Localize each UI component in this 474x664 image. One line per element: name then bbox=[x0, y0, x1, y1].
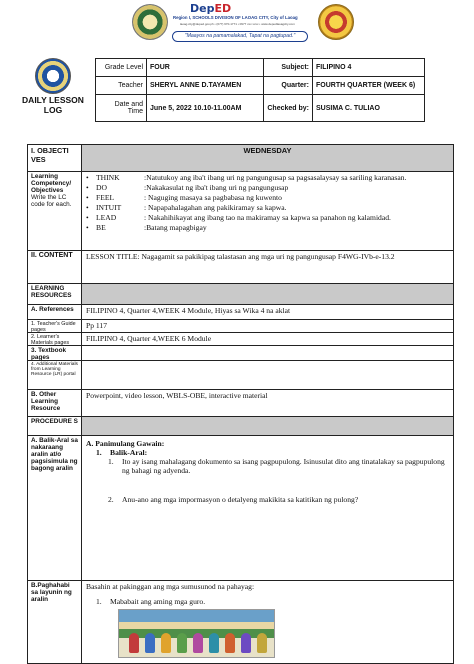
other-resources-row bbox=[28, 389, 453, 416]
layunin-row bbox=[28, 580, 453, 663]
quarter-value: FOURTH QUARTER (WEEK 6) bbox=[313, 77, 425, 95]
question-item bbox=[108, 457, 449, 475]
grade-level-label: Grade Level bbox=[96, 59, 147, 77]
tb-value bbox=[82, 346, 453, 360]
division-seal-icon bbox=[318, 4, 354, 40]
deped-seal-icon bbox=[132, 4, 168, 40]
tg-row bbox=[28, 319, 453, 332]
deped-logo bbox=[190, 2, 231, 15]
objective-item bbox=[86, 223, 449, 233]
other-resources-label: B. Other Learning Resource bbox=[28, 390, 82, 416]
question-item bbox=[108, 495, 449, 504]
content-text: LESSON TITLE: Nagagamit sa pakikipag talastasan ang mga uri ng pangungusap F4WG-IVb-e-13.2 bbox=[86, 252, 395, 261]
bullet-icon: • bbox=[86, 223, 89, 232]
content-label: II. CONTENT bbox=[28, 251, 82, 283]
tb-row bbox=[28, 345, 453, 360]
objective-text: :Nakakasulat ng iba't ibang uri ng pangungusap bbox=[144, 183, 289, 192]
motto-banner: "Maayos na pamamalakad, Tapat na pagtupad." bbox=[172, 31, 308, 42]
objective-text: :Natutukoy ang iba't ibang uri ng pangungusap sa pagsasalaysay sa sariling karanasan. bbox=[144, 173, 407, 182]
class-photo-image bbox=[118, 609, 275, 658]
dll-logo-cell bbox=[11, 52, 95, 132]
balik-aral-label: A. Balik-Aral sa nakaraang aralin at/o pagsisimula ng bagong aralin bbox=[28, 436, 82, 580]
references-label: A. References bbox=[28, 305, 82, 319]
lesson-table bbox=[27, 144, 454, 664]
item-number: 2. bbox=[108, 495, 114, 504]
deped-logo-dep: Dep bbox=[190, 2, 215, 15]
letterhead bbox=[0, 0, 474, 50]
objective-item bbox=[86, 173, 449, 183]
question-text: Ito ay isang mahalagang dokumento sa isang pagpupulong. Isinusulat dito ang tinatalakay sa pagpupulong ng bahagi ng adyenda. bbox=[122, 457, 445, 475]
subject-label: Subject: bbox=[264, 59, 313, 77]
objectives-list bbox=[82, 172, 453, 250]
objective-key: THINK bbox=[96, 173, 120, 182]
lm-label: 2. Learner's Materials pages bbox=[28, 333, 82, 345]
objective-key: LEAD bbox=[96, 213, 117, 222]
day-label: WEDNESDAY bbox=[82, 145, 453, 171]
resources-label: LEARNING RESOURCES bbox=[28, 284, 82, 304]
checked-value: SUSIMA C. TULIAO bbox=[313, 95, 425, 122]
competency-row bbox=[28, 171, 453, 250]
procedures-shade bbox=[82, 417, 453, 435]
basahin-text: Basahin at pakinggan ang mga sumusunod na pahayag: bbox=[86, 582, 255, 591]
tb-label: 3. Textbook pages bbox=[28, 346, 82, 360]
dll-info-table bbox=[95, 58, 425, 122]
dll-header bbox=[11, 52, 463, 132]
lm-value: FILIPINO 4, Quarter 4,WEEK 6 Module bbox=[86, 334, 212, 343]
date-value: June 5, 2022 10.10-11.00AM bbox=[147, 95, 264, 122]
grade-level-value: FOUR bbox=[147, 59, 264, 77]
statement-text: Mababait ang aming mga guro. bbox=[110, 597, 206, 606]
date-label: Date and Time bbox=[96, 95, 147, 122]
resources-shade bbox=[82, 284, 453, 304]
objective-key: INTUIT bbox=[96, 203, 122, 212]
layunin-label: B.Paghahabi sa layunin ng aralin bbox=[28, 581, 82, 663]
other-resources-value: Powerpoint, video lesson, WBLS-OBE, interactive material bbox=[86, 391, 268, 400]
bullet-icon: • bbox=[86, 173, 89, 182]
procedures-label: PROCEDURE S bbox=[28, 417, 82, 435]
resources-row bbox=[28, 283, 453, 304]
objective-item bbox=[86, 193, 449, 203]
bullet-icon: • bbox=[86, 203, 89, 212]
objective-item bbox=[86, 203, 449, 213]
lr-label: 4. Additional Materials from Learning Resource (LR) portal bbox=[28, 361, 82, 389]
question-text: Anu-ano ang mga impormasyon o detalyeng makikita sa katitikan ng pulong? bbox=[122, 495, 359, 504]
objective-item bbox=[86, 183, 449, 193]
balik-heading-text: Balik-Aral: bbox=[110, 448, 148, 457]
balik-aral-content bbox=[82, 436, 453, 580]
objective-text: : Nakahihikayat ang ibang tao na makiramay sa kapwa sa panahon ng kalamidad. bbox=[144, 213, 391, 222]
objectives-label: I. OBJECTI VES bbox=[28, 145, 82, 171]
balik-heading bbox=[96, 448, 449, 457]
item-number: 1. bbox=[108, 457, 114, 466]
objective-text: : Naguging masaya sa pagbabasa ng kuwento bbox=[144, 193, 282, 202]
procedures-row bbox=[28, 416, 453, 435]
competency-note: Write the LC code for each. bbox=[31, 194, 72, 208]
item-number: 1. bbox=[96, 597, 102, 606]
lm-row bbox=[28, 332, 453, 345]
objective-key: BE bbox=[96, 223, 106, 232]
lr-row bbox=[28, 360, 453, 389]
competency-label: Learning Competency/ Objectives bbox=[31, 173, 72, 194]
layunin-content bbox=[82, 581, 453, 663]
references-value: FILIPINO 4, Quarter 4,WEEK 4 Module, Hiyas sa Wika 4 na aklat bbox=[86, 306, 291, 315]
deped-emblem-icon bbox=[35, 58, 71, 94]
bullet-icon: • bbox=[86, 193, 89, 202]
bullet-icon: • bbox=[86, 213, 89, 222]
tg-label: 1. Teacher's Guide pages bbox=[28, 320, 82, 332]
tg-value: Pp 117 bbox=[86, 321, 108, 330]
quarter-label: Quarter: bbox=[264, 77, 313, 95]
contact-line: laoag.city@deped.gov.ph • (077) 670-1771 • 0977 xxx xxxx • www.depedlaoagcity.com bbox=[180, 22, 295, 26]
references-row bbox=[28, 304, 453, 319]
statement-item bbox=[96, 597, 449, 606]
subject-value: FILIPINO 4 bbox=[313, 59, 425, 77]
panimula-heading: A. Panimulang Gawain: bbox=[86, 439, 165, 448]
bullet-icon: • bbox=[86, 183, 89, 192]
balik-aral-row bbox=[28, 435, 453, 580]
teacher-label: Teacher bbox=[96, 77, 147, 95]
dll-title: DAILY LESSON LOG bbox=[22, 95, 84, 115]
checked-label: Checked by: bbox=[264, 95, 313, 122]
objective-item bbox=[86, 213, 449, 223]
objectives-header-row bbox=[28, 145, 453, 171]
lr-value bbox=[82, 361, 453, 389]
objective-key: FEEL bbox=[96, 193, 115, 202]
content-row bbox=[28, 250, 453, 283]
deped-logo-ed: ED bbox=[214, 2, 232, 15]
region-line: Region I, SCHOOLS DIVISION OF LAOAG CITY, City of Laoag bbox=[173, 15, 298, 20]
teacher-value: SHERYL ANNE D.TAYAMEN bbox=[147, 77, 264, 95]
objective-text: : Napapahalagahan ang pakikiramay sa kapwa. bbox=[144, 203, 287, 212]
competency-cell bbox=[28, 172, 82, 250]
objective-text: :Batang mapagbigay bbox=[144, 223, 207, 232]
objective-key: DO bbox=[96, 183, 107, 192]
item-number: 1. bbox=[96, 448, 102, 457]
